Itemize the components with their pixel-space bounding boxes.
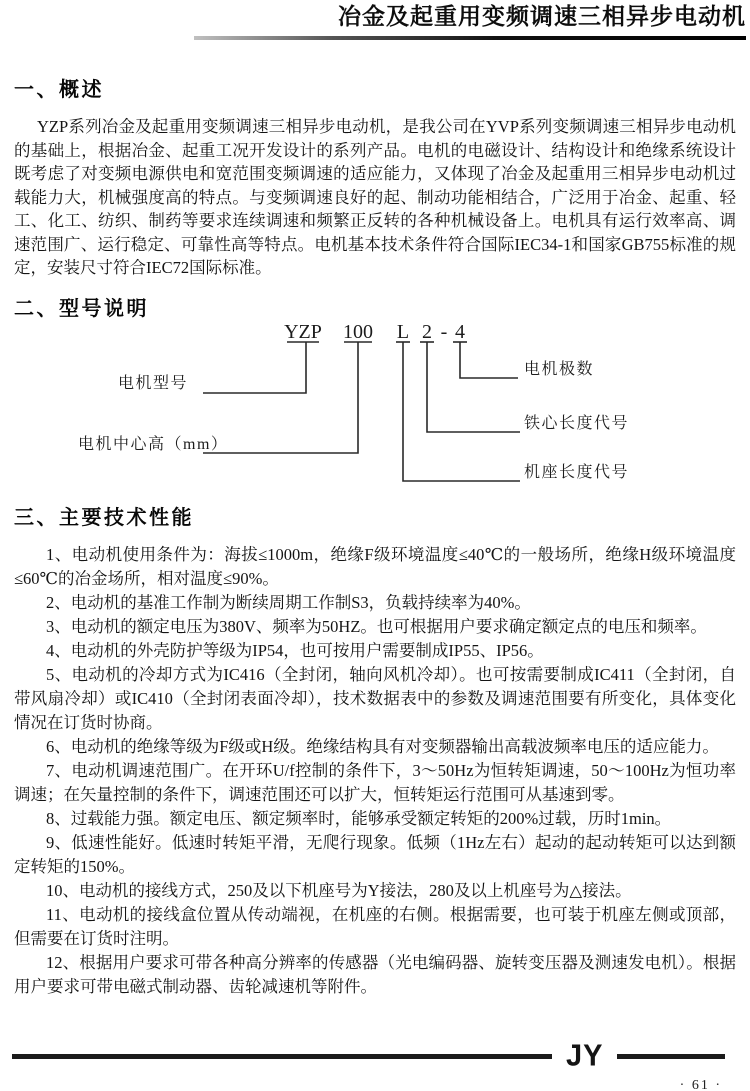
performance-item-7: 7、电动机调速范围广。在开环U/f控制的条件下，3～50Hz为恒转矩调速，50～100Hz为恒功率调速；在矢量控制的条件下，调速范围还可以扩大，恒转矩运行范围可从基速到零。 xyxy=(14,760,736,804)
performance-item-12: 12、根据用户要求可带各种高分辨率的传感器（光电编码器、旋转变压器及测速发电机）。根据用户要求可带电磁式制动器、齿轮减速机等附件。 xyxy=(14,952,736,996)
footer-rule-right xyxy=(617,1054,725,1059)
model-code-frame-length: L xyxy=(396,323,410,343)
header-rule xyxy=(194,36,746,40)
label-core-length: 铁心长度代号 xyxy=(524,414,630,432)
footer-rule-left xyxy=(12,1054,552,1059)
model-code-dash: - xyxy=(440,323,448,343)
label-center-height: 电机中心高（mm） xyxy=(78,435,229,453)
page-number: · 61 · xyxy=(679,1078,722,1091)
performance-item-3: 3、电动机的额定电压为380V、频率为50HZ。也可根据用户要求确定额定点的电压和频率。 xyxy=(46,616,707,636)
performance-item-5: 5、电动机的冷却方式为IC416（全封闭，轴向风机冷却）。也可按需要制成IC411（全封闭，自带风扇冷却）或IC410（全封闭表面冷却），技术数据表中的参数及调速范围要有所变化，具体变化情况在订货时协商。 xyxy=(14,664,736,732)
leader-series xyxy=(203,342,306,393)
performance-item-11: 11、电动机的接线盒位置从传动端视，在机座的右侧。根据需要，也可装于机座左侧或顶部，但需要在订货时注明。 xyxy=(14,904,736,948)
performance-item-2: 2、电动机的基准工作制为断续周期工作制S3，负载持续率为40%。 xyxy=(46,592,531,612)
performance-item-10: 10、电动机的接线方式，250及以下机座号为Y接法，280及以上机座号为△接法。 xyxy=(46,880,632,900)
model-code-center-height: 100 xyxy=(343,323,373,343)
jy-logo: JY xyxy=(566,1039,604,1073)
model-code-poles: 4 xyxy=(455,323,465,343)
section-heading-model: 二、型号说明 xyxy=(14,297,149,320)
section-heading-performance: 三、主要技术性能 xyxy=(14,506,194,529)
performance-item-8: 8、过载能力强。额定电压、额定频率时，能够承受额定转矩的200%过载，历时1min。 xyxy=(46,808,672,828)
overview-paragraph: YZP系列冶金及起重用变频调速三相异步电动机，是我公司在YVP系列变频调速三相异步电动机的基础上，根据冶金、起重工况开发设计的系列产品。电机的电磁设计、结构设计和绝缘系统设计既考虑了对变频电源供电和宽范围变频调速的适应能力，又体现了冶金及起重用三相异步电动机过载能力大，机械强度高的特点。与变频调速良好的起、制动功能相结合，广泛用于冶金、起重、轻工、化工、纺织、制药等要求连续调速和频繁正反转的各种机械设备上。电机具有运行效率高、调速范围广、运行稳定、可靠性高等特点。电机基本技术条件符合国际IEC34-1和国家GB755标准的规定，安装尺寸符合IEC72国际标准。 xyxy=(14,117,736,277)
model-code-core-length: 2 xyxy=(422,323,432,343)
leader-poles xyxy=(460,342,518,378)
leader-frame-length xyxy=(403,342,520,481)
document-title: 冶金及起重用变频调速三相异步电动机 xyxy=(338,3,746,29)
model-code-series: YZP xyxy=(284,323,322,343)
performance-list xyxy=(14,543,736,999)
performance-item-9: 9、低速性能好。低速时转矩平滑，无爬行现象。低频（1Hz左右）起动的起动转矩可以达到额定转矩的150%。 xyxy=(14,832,736,876)
model-code-diagram xyxy=(14,324,736,492)
performance-item-4: 4、电动机的外壳防护等级为IP54，也可按用户需要制成IP55、IP56。 xyxy=(46,640,544,660)
section-heading-overview: 一、概述 xyxy=(14,79,104,101)
page-footer xyxy=(0,1039,750,1091)
performance-item-1: 1、电动机使用条件为：海拔≤1000m，绝缘F级环境温度≤40℃的一般场所，绝缘H级环境温度≤60℃的冶金场所，相对温度≤90%。 xyxy=(14,544,736,588)
leader-core-length xyxy=(427,342,520,432)
label-series: 电机型号 xyxy=(118,374,189,392)
performance-item-6: 6、电动机的绝缘等级为F级或H级。绝缘结构具有对变频器输出高载波频率电压的适应能力。 xyxy=(46,736,719,756)
page-header xyxy=(14,0,748,40)
footer-rule-row xyxy=(0,1039,750,1073)
label-frame-length: 机座长度代号 xyxy=(524,463,630,481)
label-poles: 电机极数 xyxy=(524,360,595,378)
